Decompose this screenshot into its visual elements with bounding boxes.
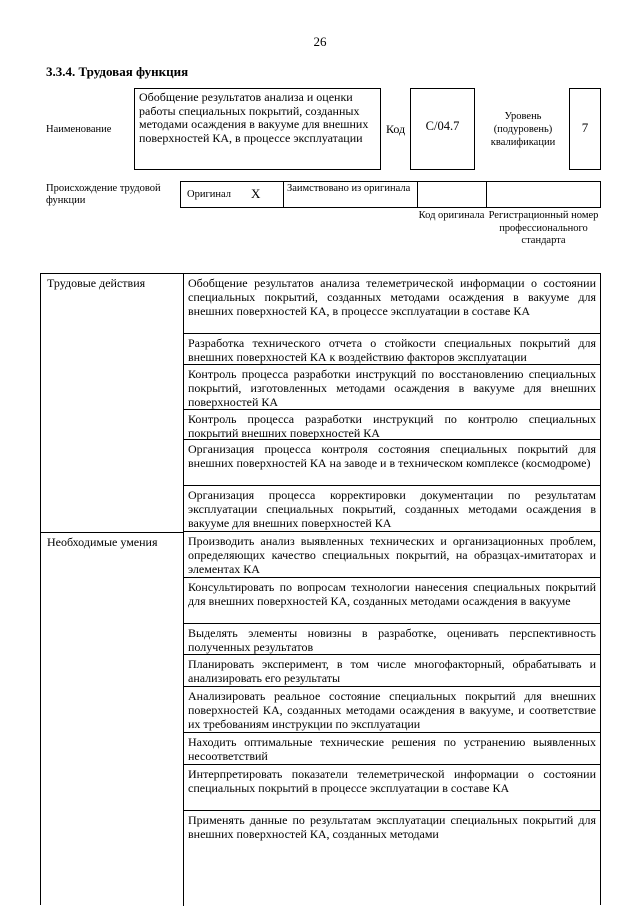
list-item: Выделять элементы новизны в разработке, оценивать перспективность полученных результатов (184, 624, 600, 655)
list-item: Находить оптимальные технические решения по устранению выявленных несоответствий (184, 733, 600, 765)
list-item: Консультировать по вопросам технологии нанесения специальных покрытий для внешних поверхностей КА, созданных методами осаждения в вакууме (184, 578, 600, 624)
page-number: 26 (313, 34, 327, 49)
section-divider (41, 532, 183, 533)
reg-number-caption: Регистрационный номер профессионального стандарта (488, 210, 599, 246)
reg-number-cell (487, 182, 602, 207)
original-label: Оригинал (187, 189, 231, 200)
name-label: Наименование (46, 124, 112, 135)
list-item: Анализировать реальное состояние специальных покрытий для внешних поверхностей КА, созданных методами осаждения в вакууме, и соответствие их требованиям инструкции по эксплуатации (184, 687, 600, 733)
origin-table (180, 181, 601, 208)
list-item: Организация процесса корректировки документации по результатам эксплуатации специальных покрытий, созданных методами осаждения в вакууме для внешних поверхностей КА (184, 486, 600, 532)
list-item: Контроль процесса разработки инструкций по контролю специальных покрытий внешних поверхностей КА (184, 410, 600, 440)
code-original-caption: Код оригинала (418, 210, 485, 221)
code-label: Код (386, 122, 406, 136)
level-value: 7 (569, 88, 601, 170)
borrowed-label: Заимствовано из оригинала (287, 183, 411, 194)
section-label-actions: Трудовые действия (47, 276, 146, 290)
list-item: Организация процесса контроля состояния специальных покрытий для внешних поверхностей КА на заводе и в техническом комплексе (космодроме) (184, 440, 600, 486)
skills-list (183, 532, 600, 906)
borrowed-cell (284, 182, 418, 207)
original-mark: Х (251, 186, 261, 201)
list-item: Обобщение результатов анализа телеметрической информации о состоянии специальных покрытий, созданных методами осаждения в вакууме для внешних поверхностей КА, в процессе эксплуатации в составе КА (184, 274, 600, 334)
code-original-cell (418, 182, 487, 207)
code-value: С/04.7 (410, 88, 475, 170)
original-cell (181, 182, 284, 207)
section-title: 3.3.4. Трудовая функция (46, 64, 189, 79)
list-item: Контроль процесса разработки инструкций по восстановлению специальных покрытий, изготовленных методами осаждения в вакууме для внешних поверхностей КА (184, 365, 600, 410)
section-label-skills: Необходимые умения (47, 535, 158, 549)
level-label: Уровень (подуровень) квалификации (490, 111, 556, 148)
list-item: Разработка технического отчета о стойкости специальных покрытий для внешних поверхностей КА к воздействию факторов эксплуатации (184, 334, 600, 365)
origin-label: Происхождение трудовой функции (46, 183, 161, 206)
function-table (40, 273, 601, 905)
list-item: Планировать эксперимент, в том числе многофакторный, обрабатывать и анализировать его результаты (184, 655, 600, 687)
actions-list (183, 274, 600, 532)
name-value: Обобщение результатов анализа и оценки работы специальных покрытий, созданных методами осаждения в вакууме для внешних поверхностей КА, в процессе эксплуатации (134, 88, 381, 170)
list-item: Применять данные по результатам эксплуатации специальных покрытий для внешних поверхностей КА, созданных методами (188, 813, 596, 842)
list-item: Интерпретировать показатели телеметрической информации о состоянии специальных покрытий в процессе эксплуатации в составе КА (184, 765, 600, 811)
list-item: Производить анализ выявленных технических и организационных проблем, определяющих качество специальных покрытий, на образцах-имитаторах и элементах КА (184, 532, 600, 578)
